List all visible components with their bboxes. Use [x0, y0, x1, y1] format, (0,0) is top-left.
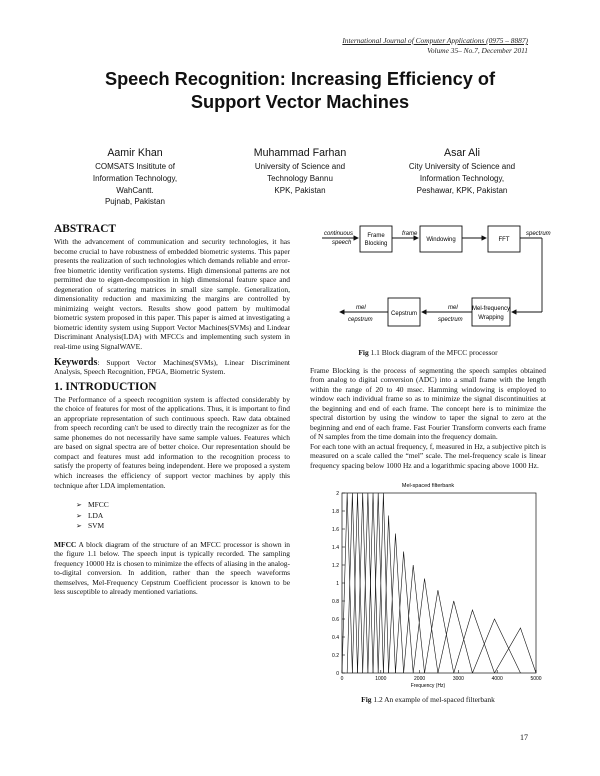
arrow-label: spectrum	[526, 231, 551, 237]
bullet-label: MFCC	[88, 500, 109, 510]
paper-title	[60, 68, 540, 114]
block-label: Frame	[367, 233, 385, 239]
list-item	[76, 521, 290, 532]
arrow-bullet-icon: ➢	[76, 501, 82, 510]
author-name: Muhammad Farhan	[253, 147, 347, 159]
author-name: Asar Ali	[444, 147, 480, 159]
block-label: FFT	[498, 237, 510, 243]
mfcc-block-diagram	[310, 220, 551, 344]
author-affiliation-line: Peshawar, KPK, Pakistan	[416, 185, 508, 195]
filter-triangle	[347, 493, 357, 673]
author-1	[70, 146, 200, 208]
author-affiliation-line: Information Technology,	[419, 173, 505, 183]
left-column	[54, 223, 290, 597]
filter-triangle	[395, 551, 413, 673]
figure-2-caption	[310, 695, 546, 705]
y-tick-label: 0.6	[332, 616, 339, 623]
block-label: Cepstrum	[390, 311, 418, 317]
block-label: Mel-frequency	[471, 306, 511, 312]
figure-1-caption	[310, 348, 546, 358]
block-label: Windowing	[426, 237, 456, 243]
x-tick-label: 5000	[530, 675, 542, 682]
arrow-label: frame	[402, 231, 418, 237]
keywords-text: : Support Vector Machines(SVMs), Linear Discriminent Analysis, Speech Recognition, FPGA, Biometric System.	[54, 357, 290, 377]
author-name: Aamir Khan	[107, 147, 163, 159]
author-2	[235, 146, 365, 196]
y-tick-label: 0.8	[332, 598, 339, 605]
bullet-list	[54, 500, 290, 532]
mfcc-paragraph	[54, 540, 290, 597]
chart-title: Mel-spaced filterbank	[401, 482, 455, 489]
x-tick-label: 0	[340, 675, 344, 682]
author-affiliation-line: University of Science and	[254, 162, 346, 171]
list-item	[76, 500, 290, 511]
filter-triangle	[352, 493, 362, 673]
chart-xlabel: Frequency (Hz)	[410, 682, 446, 689]
abstract-text: With the advancement of communication and security technologies, it has become crucial to have robustness of embedded biometric systems. This paper presents the realization of such technologies which demands reliable and error-free biometric identity verification systems. High dimensional patterns are not permitted due to eigen-decomposition in high dimensional feature space and degeneration of scattering matrices in small size sample. Generalization, dimensionality reduction and maximizing the margins are controlled by minimizing weight vectors. Results show good pattern by multimodal biometric system proposed in this paper. This paper is aimed at investigating a biometric identity system using Support Vector Machines(SVMs) and Lindear Discriminant Analysis(LDA) with MFCCs and implementing such system in real-time using SignalWAVE.	[54, 237, 290, 352]
filter-triangle	[404, 565, 425, 673]
title-line-2: Support Vector Machines	[190, 92, 410, 112]
caption-fig-label: Fig	[358, 348, 369, 357]
journal-name: International Journal of Computer Applications (0975 – 8887)	[342, 36, 528, 45]
author-affiliation-line: WahCantt.	[116, 185, 154, 195]
caption-fig-label: Fig	[361, 694, 372, 704]
input-label: speech	[332, 240, 352, 246]
filter-triangle	[368, 493, 378, 673]
y-tick-label: 0.2	[332, 652, 339, 659]
journal-header	[342, 36, 528, 56]
frame-blocking-block	[360, 226, 392, 252]
bullet-label: LDA	[88, 510, 104, 520]
y-tick-label: 1.8	[332, 508, 339, 515]
caption-text: 1.2 An example of mel-spaced filterbank	[371, 694, 495, 704]
author-affiliation-line: City University of Science and	[408, 162, 516, 171]
arrow-bullet-icon: ➢	[76, 511, 82, 520]
frame-blocking-paragraph: Frame Blocking is the process of segmenting the speech samples obtained from analog to digital conversion (ADC) into a small frame with the length within the range of 20 to 40 msec. Hamming windowing is employed to window each individual frame so as to minimize the signal discontinuities at the beginning and end of each frame. The concept here is to minimize the spectral distortion by using the window to taper the signal to zero at the beginning and end of each frame. Fast Fourier Transform converts each frame of N samples from the time domain into the frequency domain.	[310, 365, 546, 442]
input-label: continuous	[324, 231, 354, 237]
y-tick-label: 2	[336, 490, 339, 497]
keywords-label: Keywords	[54, 356, 98, 368]
x-tick-label: 4000	[491, 675, 503, 682]
filter-triangle	[425, 590, 454, 673]
filter-triangle	[358, 493, 368, 673]
mfcc-lead: MFCC	[54, 539, 77, 549]
filter-triangle	[363, 493, 373, 673]
author-affiliation-line: KPK, Pakistan	[274, 185, 326, 195]
filter-triangle	[378, 493, 388, 673]
y-tick-label: 1.6	[332, 526, 339, 533]
block-label: Blocking	[364, 241, 388, 247]
arrow-label: mel	[448, 305, 458, 311]
arrow-label: cepstrum	[348, 317, 373, 323]
title-line-1: Speech Recognition: Increasing Efficiency of	[104, 69, 496, 89]
keywords-paragraph	[54, 358, 290, 377]
filter-triangle	[373, 493, 383, 673]
chart-svg	[310, 479, 546, 691]
list-item	[76, 511, 290, 522]
mfcc-text: A block diagram of the structure of an MFCC processor is shown in the figure 1.1 below. The speech input is typically recorded. The sampling frequency 10000 Hz is chosen to minimize the effects of aliasing in the analog-to-digital conversion. In addition, rather than the speech waveforms themselves, Mel-Frequency Cepstrum Coefficient processor is known to be less susceptible to already mentioned variations.	[54, 539, 290, 597]
right-column	[310, 220, 551, 712]
author-affiliation-line: COMSATS Insititute of	[95, 162, 175, 171]
mel-filterbank-chart	[310, 479, 546, 691]
filter-triangle	[494, 628, 536, 673]
journal-volume: Volume 35– No.7, December 2011	[427, 46, 528, 55]
mel-wrapping-block	[472, 298, 510, 326]
y-tick-label: 1.2	[332, 562, 339, 569]
y-tick-label: 1.4	[332, 544, 339, 551]
abstract-heading: ABSTRACT	[54, 223, 117, 235]
arrow-bullet-icon: ➢	[76, 522, 82, 531]
author-affiliation-line: Technology Bannu	[267, 173, 333, 183]
mel-scale-paragraph: For each tone with an actual frequency, f, measured in Hz, a subjective pitch is measured on a scale called the “mel” scale. The mel-frequency scale is linear frequency spacing below 1000 Hz and a logarithmic spacing above 1000 Hz.	[310, 441, 546, 471]
page-number: 17	[520, 733, 528, 742]
intro-text: The Performance of a speech recognition system is affected considerably by the choice of features for most of the applications. Thus, it is important to find an appropriate representation of such continuous speech. Raw data obtained from speech recording can't be used to directly train the recognizer as for the same phonemes do not necessarily have same sample values. Features which are based on signal spectra are of better choice. Our representation should be compact and features must add information to the recognition process to satisfy the property of features being independent. Here we proposed a system which increases the efficiency of support vector machines by apply this technique after LDA implementation.	[54, 394, 290, 490]
filter-triangle	[472, 619, 520, 673]
plot-frame	[342, 493, 536, 673]
block-label: Wrapping	[478, 315, 504, 321]
x-tick-label: 1000	[375, 675, 387, 682]
y-tick-label: 1	[336, 580, 339, 587]
filter-triangle	[438, 601, 473, 673]
bullet-label: SVM	[88, 521, 105, 531]
author-affiliation-line: Information Technology,	[92, 173, 178, 183]
filter-triangle	[454, 610, 495, 673]
arrow-label: mel	[356, 305, 366, 311]
intro-heading: 1. INTRODUCTION	[54, 380, 157, 393]
author-affiliation-line: Pujnab, Pakistan	[104, 197, 166, 207]
x-tick-label: 3000	[452, 675, 464, 682]
x-tick-label: 2000	[414, 675, 426, 682]
y-tick-label: 0	[336, 670, 339, 677]
caption-text: 1.1 Block diagram of the MFCC processor	[368, 348, 498, 357]
arrow-label: spectrum	[438, 317, 463, 323]
author-3	[388, 146, 536, 196]
y-tick-label: 0.4	[332, 634, 339, 641]
filter-triangle	[389, 533, 404, 673]
filter-triangle	[413, 578, 438, 673]
